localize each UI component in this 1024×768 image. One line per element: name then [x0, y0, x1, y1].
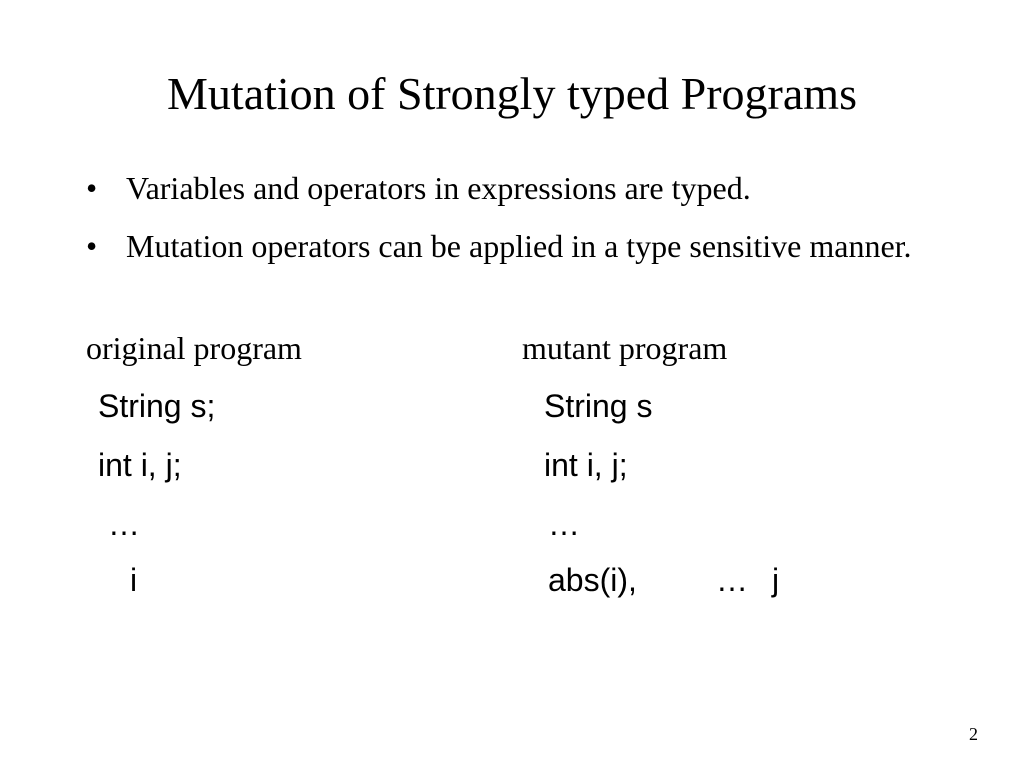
bullet-text: Mutation operators can be applied in a type sensitive manner. [126, 228, 912, 264]
original-program-heading: original program [86, 330, 302, 366]
page-number: 2 [969, 724, 978, 744]
bullet-marker: • [86, 170, 98, 206]
mutant-program-heading: mutant program [522, 330, 728, 366]
mutant-code-line: … [716, 562, 748, 598]
slide-title: Mutation of Strongly typed Programs [167, 68, 857, 119]
original-code-line: int i, j; [98, 447, 182, 483]
bullet-item [86, 164, 966, 212]
original-code-line: i [130, 562, 138, 598]
mutant-code-line: String s [544, 388, 653, 424]
mutant-code-line: … [548, 506, 580, 542]
bullet-marker: • [86, 228, 98, 264]
bullet-item [86, 222, 966, 270]
original-code-line: … [108, 506, 140, 542]
bullet-list [86, 164, 966, 280]
mutant-code-line: abs(i), [548, 562, 637, 598]
mutant-code-line: int i, j; [544, 447, 628, 483]
mutant-code-line: j [772, 562, 780, 598]
original-code-line: String s; [98, 388, 216, 424]
bullet-text: Variables and operators in expressions are typed. [126, 170, 751, 206]
